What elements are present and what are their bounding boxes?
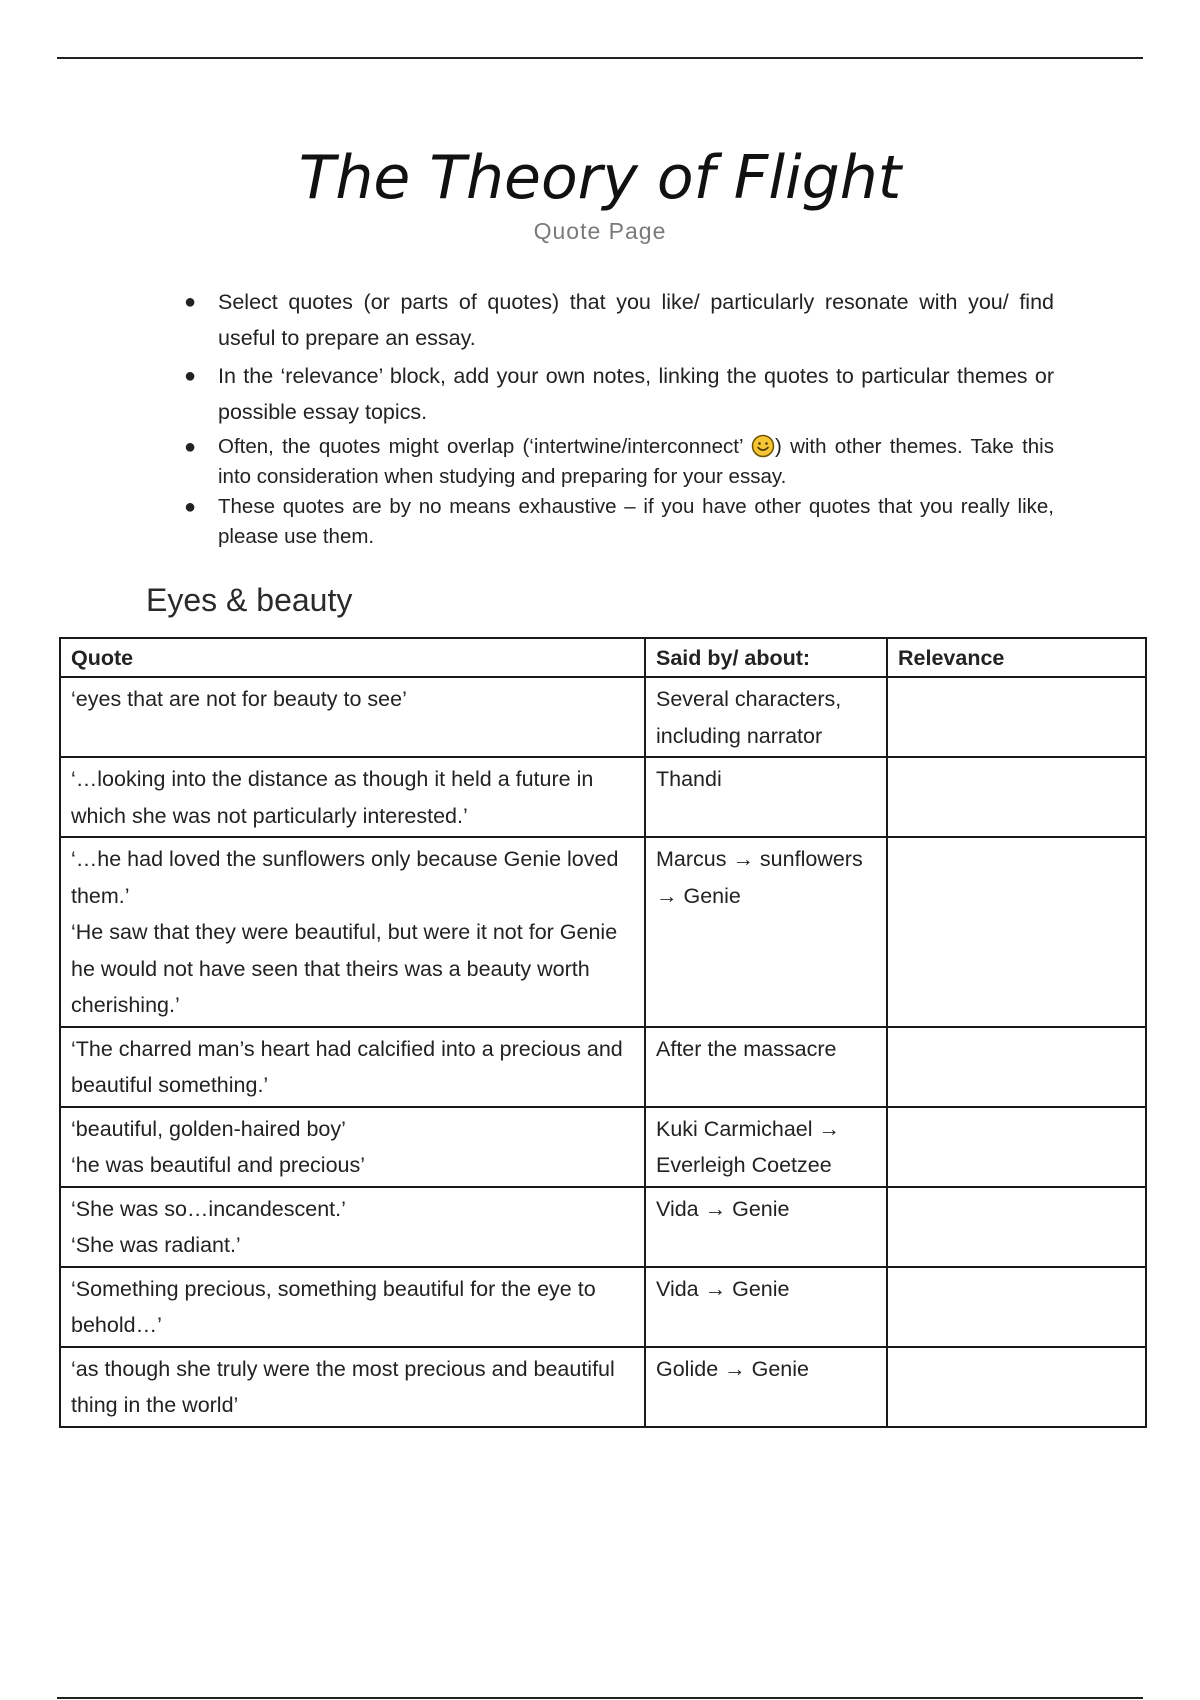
- relevance-cell[interactable]: [887, 677, 1146, 757]
- said-by-cell: Golide → Genie: [645, 1347, 887, 1427]
- relevance-cell[interactable]: [887, 1187, 1146, 1267]
- instruction-text: These quotes are by no means exhaustive – if you have other quotes that you really like, please use them.: [218, 495, 1054, 548]
- bullet-icon: ●: [184, 291, 197, 313]
- quote-cell: [60, 757, 645, 837]
- relevance-cell[interactable]: [887, 757, 1146, 837]
- table-row: [60, 837, 1146, 1027]
- table-header-row: [60, 638, 1146, 677]
- relevance-cell[interactable]: [887, 1347, 1146, 1427]
- table-row: [60, 757, 1146, 837]
- instruction-text: In the ‘relevance’ block, add your own notes, linking the quotes to particular themes or possible essay topics.: [218, 364, 1054, 424]
- instruction-item: [178, 358, 1054, 430]
- quote-text: ‘She was radiant.’: [71, 1233, 241, 1257]
- quote-cell: [60, 1107, 645, 1187]
- table-row: [60, 1347, 1146, 1427]
- said-by-cell: Vida → Genie: [645, 1267, 887, 1347]
- column-header-quote: Quote: [60, 638, 645, 677]
- quote-text: ‘as though she truly were the most precious and beautiful thing in the world’: [71, 1356, 615, 1417]
- quote-cell: [60, 1187, 645, 1267]
- instruction-text: Often, the quotes might overlap (‘intertwine/interconnect’: [218, 435, 751, 458]
- quote-text: ‘…looking into the distance as though it held a future in which she was not particularly interested.’: [71, 767, 594, 828]
- page-subtitle: Quote Page: [533, 218, 667, 244]
- column-header-relevance: Relevance: [887, 638, 1146, 677]
- instruction-item: [178, 492, 1054, 552]
- table-row: [60, 677, 1146, 757]
- said-by-cell: Vida → Genie: [645, 1187, 887, 1267]
- bullet-icon: ●: [184, 436, 197, 458]
- quote-cell: [60, 1347, 645, 1427]
- instruction-item: [178, 284, 1054, 356]
- quote-cell: [60, 837, 645, 1027]
- bullet-icon: ●: [184, 365, 197, 387]
- quote-cell: [60, 1267, 645, 1347]
- quote-text: ‘he was beautiful and precious’: [71, 1153, 366, 1177]
- table-row: [60, 1107, 1146, 1187]
- instruction-text: Select quotes (or parts of quotes) that you like/ particularly resonate with you/ find useful to prepare an essay.: [218, 290, 1054, 350]
- said-by-cell: Thandi: [645, 757, 887, 837]
- top-rule: [57, 57, 1143, 59]
- quotes-table: [59, 637, 1147, 1428]
- said-by-cell: Marcus → sunflowers → Genie: [645, 837, 887, 1027]
- quote-text: ‘The charred man’s heart had calcified into a precious and beautiful something.’: [71, 1036, 623, 1097]
- table-row: [60, 1027, 1146, 1107]
- bottom-rule: [57, 1697, 1143, 1699]
- column-header-said-by: Said by/ about:: [645, 638, 887, 677]
- section-heading: Eyes & beauty: [146, 582, 353, 618]
- smiley-face-icon: [751, 434, 775, 458]
- relevance-cell[interactable]: [887, 837, 1146, 1027]
- instruction-item: [178, 432, 1054, 492]
- said-by-cell: Several characters, including narrator: [645, 677, 887, 757]
- table-row: [60, 1187, 1146, 1267]
- table-row: [60, 1267, 1146, 1347]
- relevance-cell[interactable]: [887, 1107, 1146, 1187]
- bullet-icon: ●: [184, 496, 197, 518]
- quote-cell: [60, 677, 645, 757]
- relevance-cell[interactable]: [887, 1267, 1146, 1347]
- said-by-cell: Kuki Carmichael → Everleigh Coetzee: [645, 1107, 887, 1187]
- quote-text: ‘She was so…incandescent.’: [71, 1196, 346, 1221]
- quote-text: ‘beautiful, golden-haired boy’: [71, 1116, 346, 1141]
- quote-text: ‘He saw that they were beautiful, but were it not for Genie he would not have seen that theirs was a beauty worth cherishing.’: [71, 920, 618, 1017]
- quote-cell: [60, 1027, 645, 1107]
- quote-text: ‘eyes that are not for beauty to see’: [71, 687, 407, 711]
- said-by-cell: After the massacre: [645, 1027, 887, 1107]
- instructions-list: [178, 284, 1054, 552]
- instruction-text: ) with other themes. Take this into consideration when studying and preparing for your essay.: [218, 435, 1054, 488]
- quote-text: ‘…he had loved the sunflowers only because Genie loved them.’: [71, 847, 619, 908]
- quote-text: ‘Something precious, something beautiful for the eye to behold…’: [71, 1276, 596, 1337]
- page-title: The Theory of Flight: [298, 143, 902, 213]
- relevance-cell[interactable]: [887, 1027, 1146, 1107]
